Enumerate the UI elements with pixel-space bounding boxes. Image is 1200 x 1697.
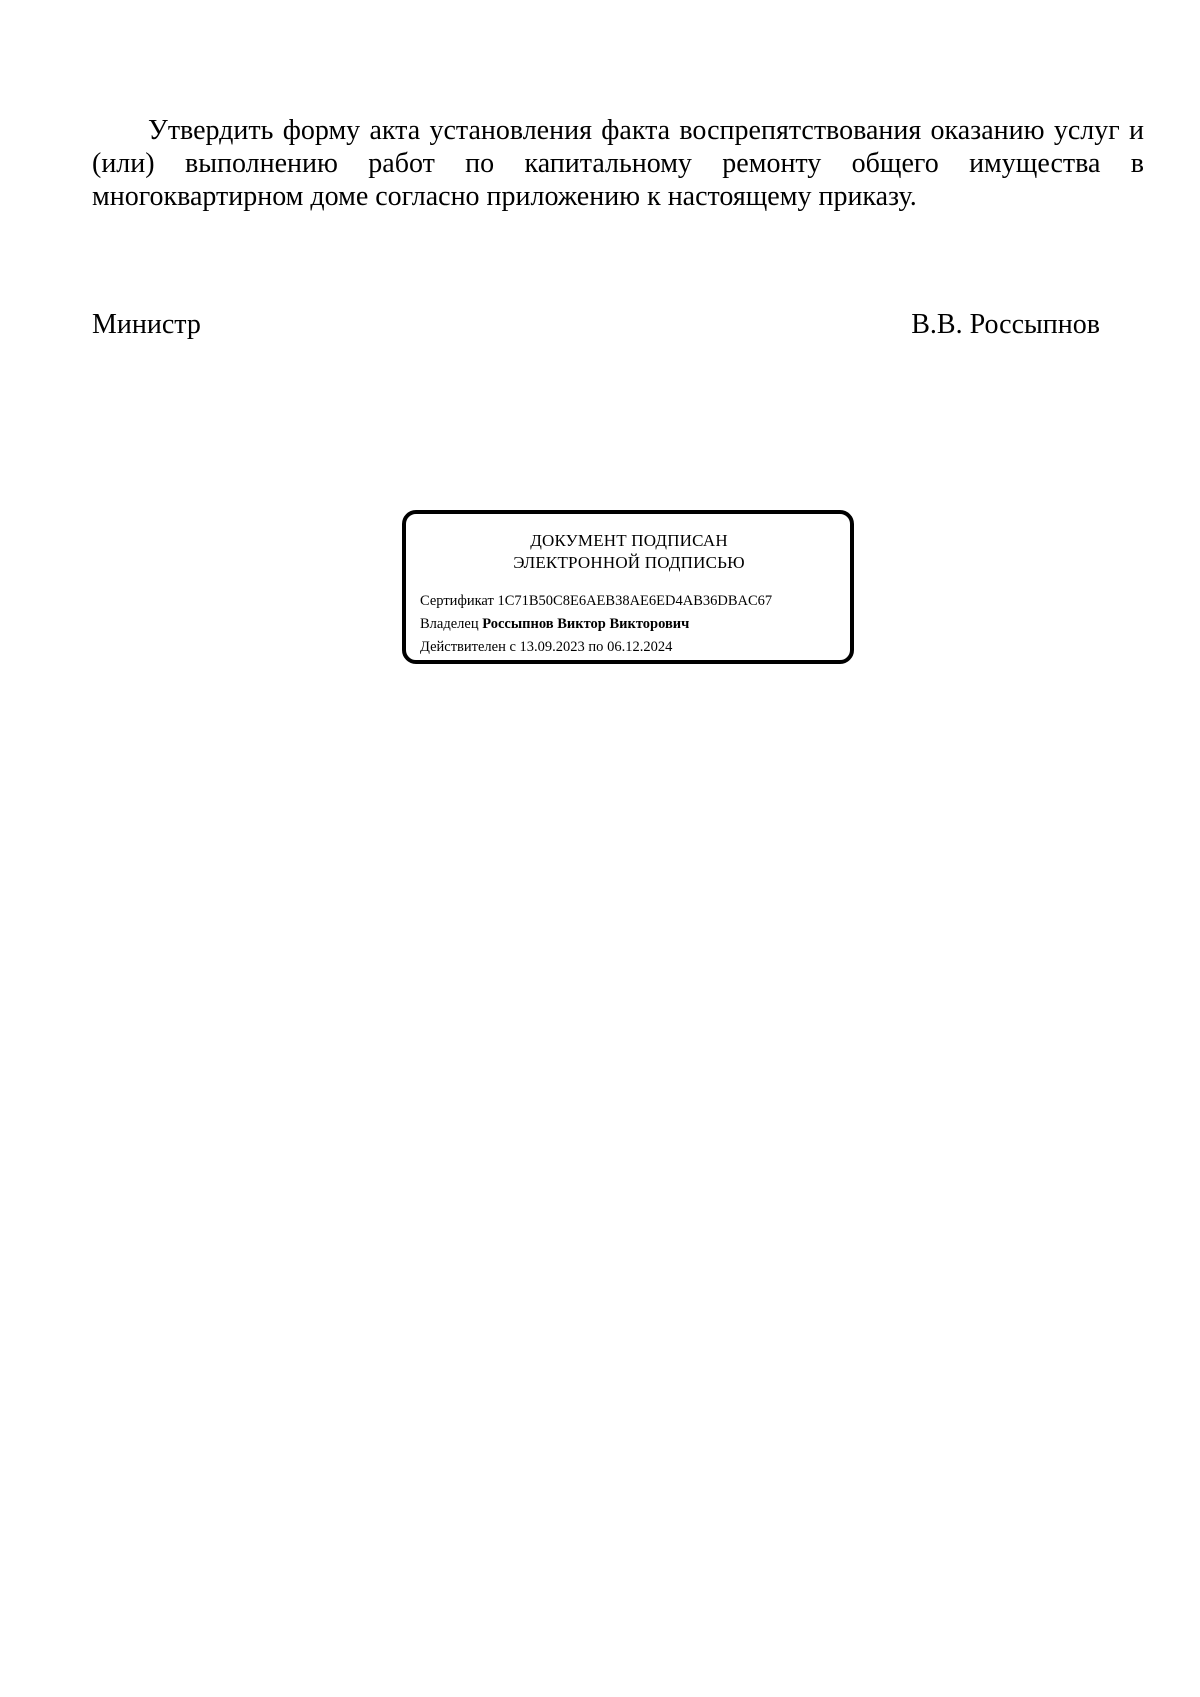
stamp-details: [420, 590, 838, 659]
signatory-name: В.В. Россыпнов: [911, 309, 1100, 340]
signature-block: [92, 308, 1100, 341]
valid-label: Действителен с: [420, 639, 516, 655]
stamp-certificate-line: [420, 590, 838, 613]
owner-value: Россыпнов Виктор Викторович: [482, 616, 690, 632]
certificate-value: 1C71B50C8E6AEB38AE6ED4AB36DBAC67: [497, 593, 773, 609]
valid-to: 06.12.2024: [607, 639, 673, 655]
valid-from: 13.09.2023: [519, 639, 585, 655]
stamp-owner-line: [420, 613, 838, 636]
valid-to-label: по: [588, 639, 604, 655]
signatory-position: Министр: [92, 309, 201, 340]
owner-label: Владелец: [420, 616, 479, 632]
stamp-title: [420, 530, 838, 574]
electronic-signature-stamp: [402, 510, 854, 664]
order-paragraph: Утвердить форму акта установления факта воспрепятствования оказанию услуг и (или) выполнению работ по капитальному ремонту общего имущества в многоквартирном доме согласно приложению к настоящему приказу.: [92, 115, 1144, 212]
certificate-label: Сертификат: [420, 593, 494, 609]
stamp-title-line-1: ДОКУМЕНТ ПОДПИСАН: [530, 531, 728, 550]
stamp-validity-line: [420, 636, 838, 659]
stamp-title-line-2: ЭЛЕКТРОННОЙ ПОДПИСЬЮ: [513, 553, 745, 572]
